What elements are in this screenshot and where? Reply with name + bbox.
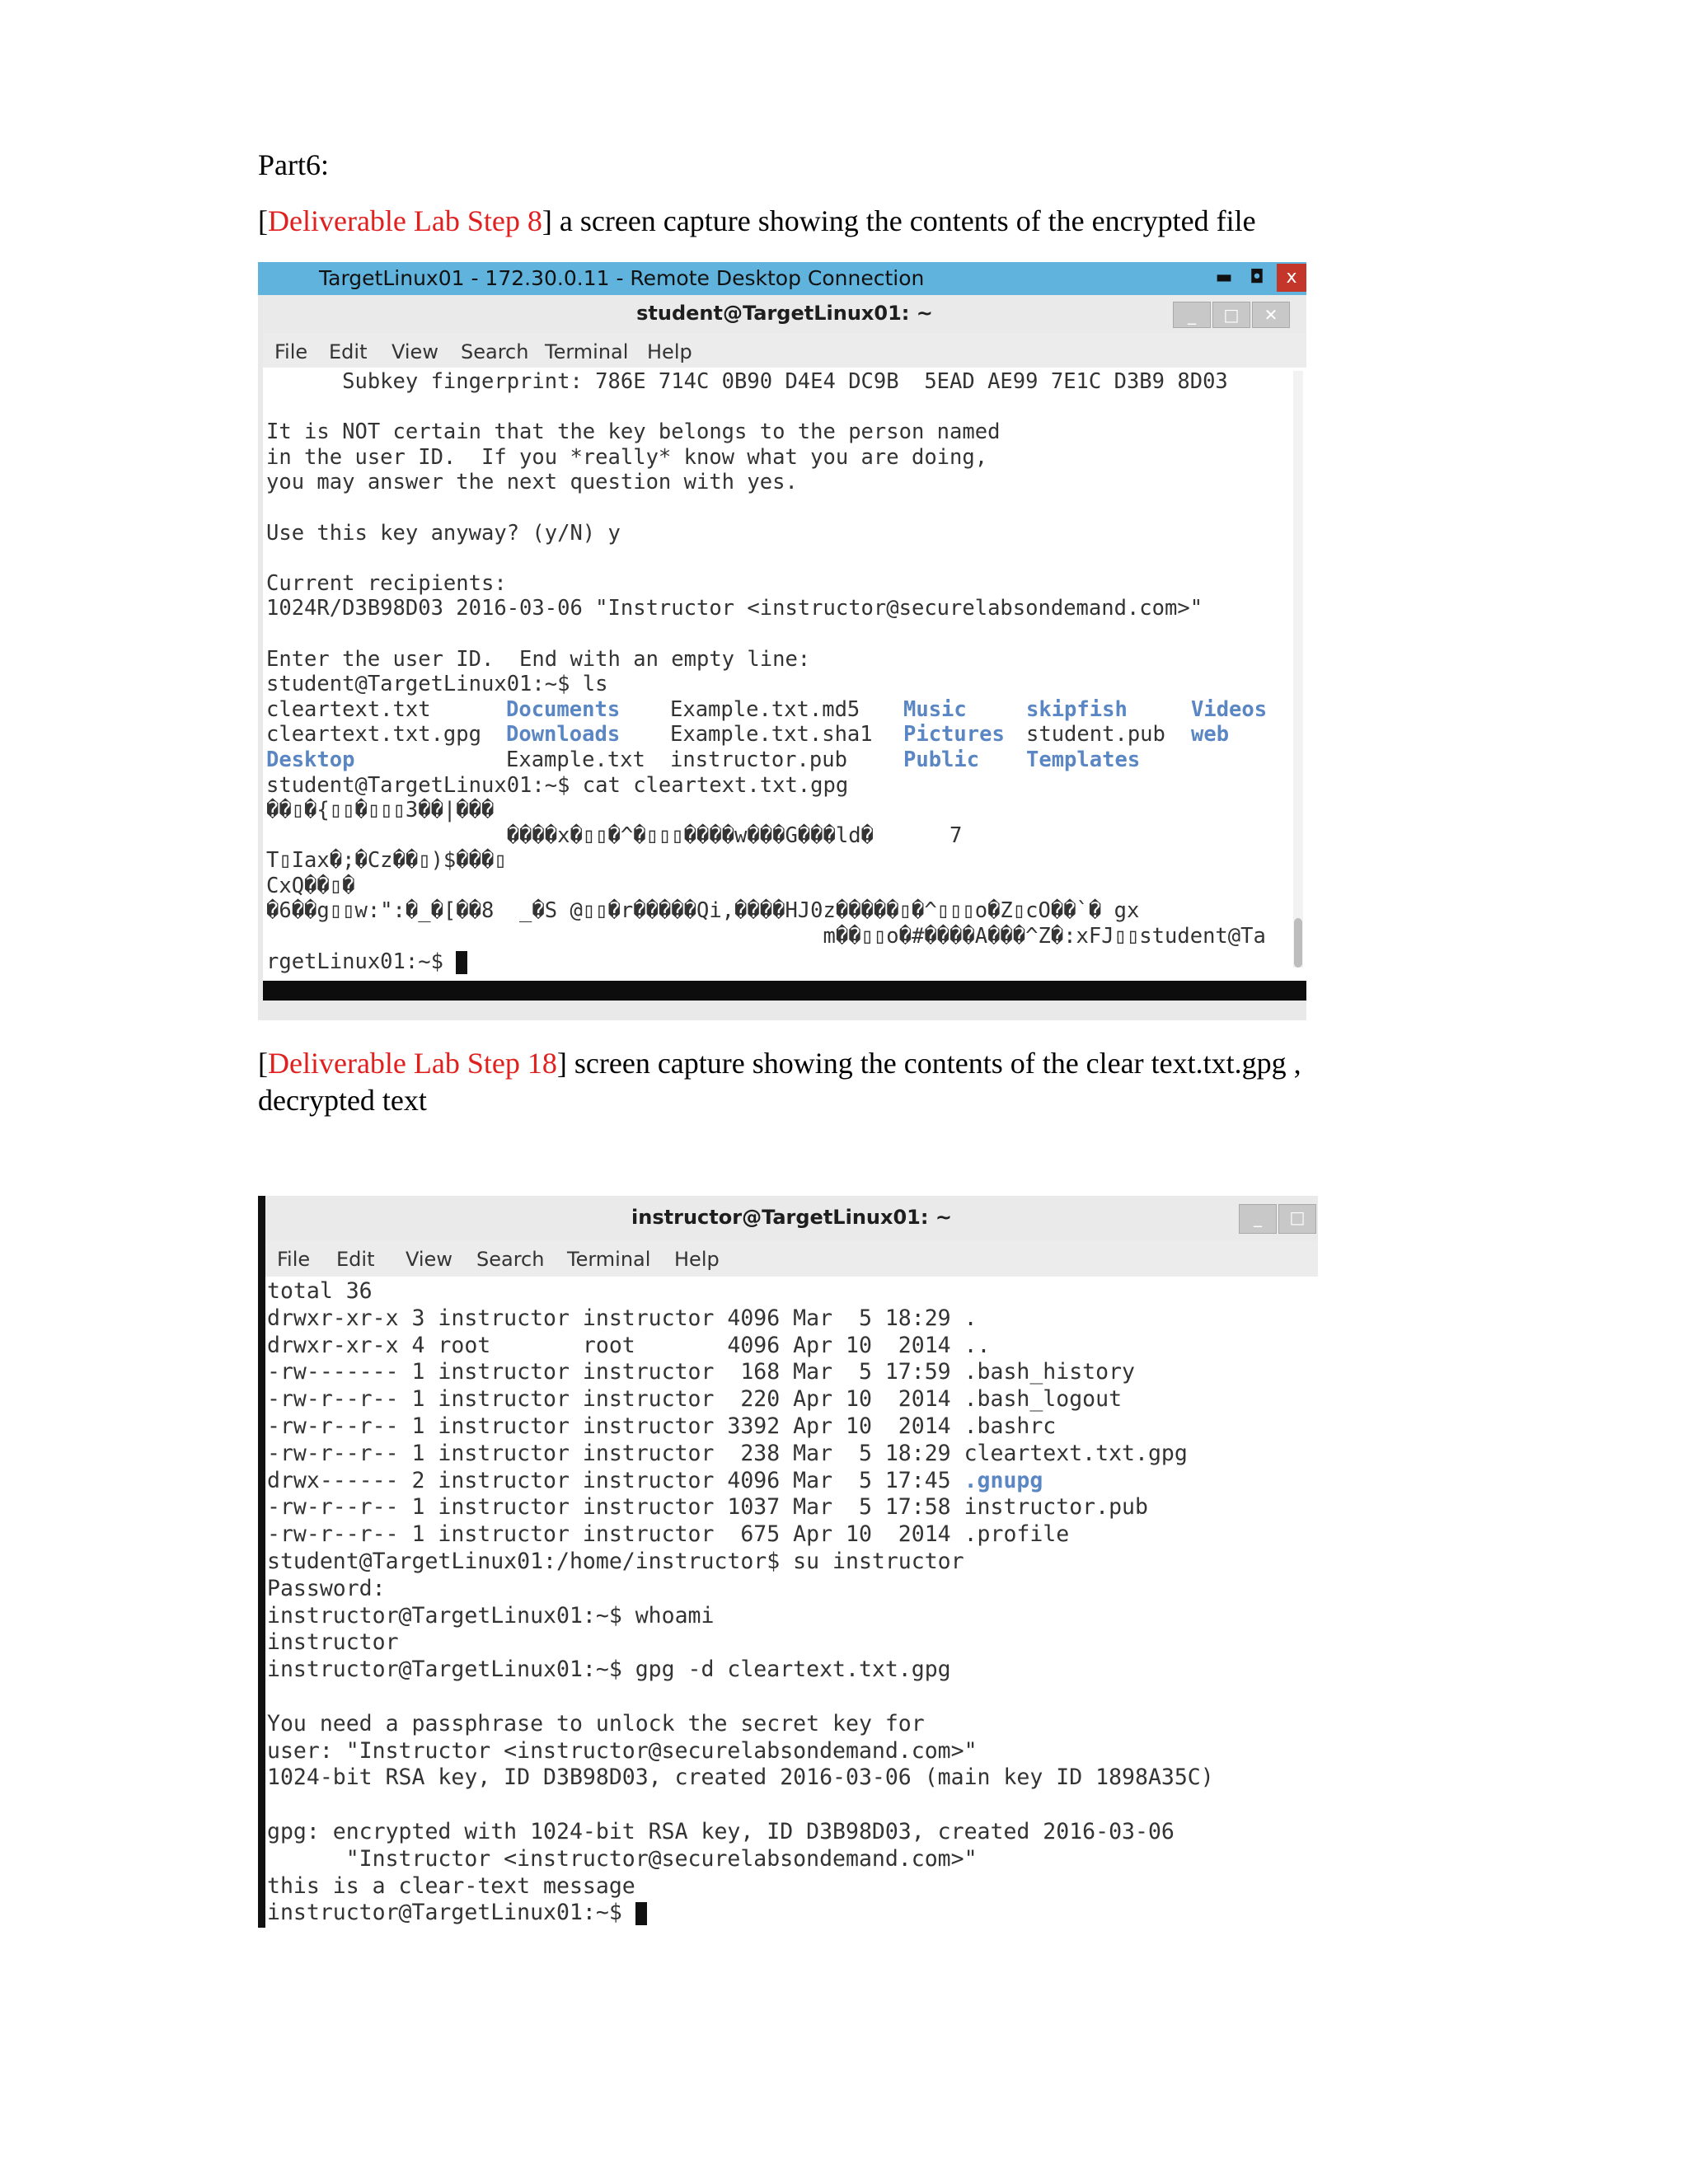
ls-entry: Example.txt: [506, 747, 645, 772]
terminal-line: [267, 1684, 1303, 1711]
binary-line: ����x�▯▯�^�▯▯▯����w���G���ld� 7: [266, 823, 963, 848]
menu-view[interactable]: View: [392, 340, 438, 363]
window-close-button[interactable]: ✕: [1252, 302, 1290, 328]
terminal-line: It is NOT certain that the key belongs to the person named: [266, 419, 1001, 445]
rdp-bottom-strip: [263, 981, 1306, 1001]
terminal-line: student@TargetLinux01:~$ ls: [266, 672, 608, 697]
step18-caption: [258, 1045, 1301, 1081]
terminal-line: user: "Instructor <instructor@securelabsondemand.com>": [267, 1737, 978, 1764]
terminal-line: Password:: [267, 1575, 386, 1601]
binary-line: m��▯▯o�#����A���^Z�:xFJ▯▯student@Ta: [266, 924, 1266, 949]
terminal-line: Use this key anyway? (y/N) y: [266, 520, 621, 546]
ls-entry-dir: Music: [903, 696, 967, 722]
step18-text: screen capture showing the contents of the clear text.txt.gpg ,: [566, 1047, 1301, 1080]
bracket-close: ]: [556, 1047, 567, 1080]
terminal-line: "Instructor <instructor@securelabsondemand.com>": [267, 1845, 978, 1872]
ls-entry-dir: skipfish: [1026, 696, 1128, 722]
terminal-line: [267, 1468, 1303, 1495]
step18-caption-line2: decrypted text: [258, 1084, 427, 1117]
menu-terminal[interactable]: Terminal: [545, 340, 629, 363]
restore-icon[interactable]: ◘: [1250, 267, 1264, 288]
terminal-line: [266, 546, 1292, 571]
terminal-line: gpg: encrypted with 1024-bit RSA key, ID D3B98D03, created 2016-03-06: [267, 1818, 1175, 1844]
bracket-close: ]: [542, 204, 552, 237]
step8-caption: [258, 203, 1256, 239]
terminal-cursor: [456, 951, 467, 974]
menu-file[interactable]: File: [274, 340, 308, 363]
screenshot-decrypted-text: [258, 1196, 1318, 1928]
terminal-line: -rw-r--r-- 1 instructor instructor 220 Apr 10 2014 .bash_logout: [267, 1386, 1123, 1413]
terminal-window: [265, 1196, 1318, 1928]
ls-row: [266, 722, 1292, 748]
binary-line: CxQ��▯�: [266, 873, 355, 898]
bracket-open: [: [258, 204, 268, 237]
window-minimize-button[interactable]: _: [1239, 1204, 1277, 1234]
ls-entry-dir: Templates: [1026, 747, 1141, 772]
terminal-window: [263, 295, 1306, 1001]
binary-line: T▯Iax�;�Cz��▯)$���▯: [266, 848, 507, 874]
screenshot-encrypted-file: [258, 262, 1306, 1020]
step18-label: Deliverable Lab Step 18: [268, 1047, 557, 1080]
terminal-line: you may answer the next question with yes.: [266, 470, 798, 495]
close-icon[interactable]: x: [1277, 264, 1306, 292]
binary-line: ��▯�{▯▯�▯▯▯3��|���: [266, 798, 495, 823]
terminal-line: You need a passphrase to unlock the secret key for: [267, 1710, 925, 1736]
terminal-line: drwxr-xr-x 3 instructor instructor 4096 Mar 5 18:29 .: [267, 1305, 978, 1331]
menu-search[interactable]: Search: [461, 340, 529, 363]
menu-help[interactable]: Help: [647, 340, 692, 363]
menu-edit[interactable]: Edit: [329, 340, 368, 363]
terminal-line: student@TargetLinux01:/home/instructor$ su instructor: [267, 1548, 964, 1574]
step8-text: a screen capture showing the contents of the encrypted file: [551, 204, 1256, 237]
part-heading: Part6:: [258, 148, 329, 181]
step8-label: Deliverable Lab Step 8: [268, 204, 542, 237]
window-maximize-button[interactable]: □: [1212, 302, 1250, 328]
ls-entry: cleartext.txt: [266, 696, 431, 722]
terminal-line: Current recipients:: [266, 570, 507, 596]
window-maximize-button[interactable]: □: [1278, 1204, 1316, 1234]
binary-line: �6��g▯▯w:":�_�[��8 _�S @▯▯�r�����Qi,����HJ0z�����▯�^▯▯▯o�Z▯cO��`� gx: [266, 898, 1140, 924]
terminal-line: [266, 621, 1292, 647]
window-minimize-button[interactable]: _: [1173, 302, 1211, 328]
terminal-line: -rw-r--r-- 1 instructor instructor 238 Mar 5 18:29 cleartext.txt.gpg: [267, 1440, 1188, 1466]
bracket-open: [: [258, 1047, 268, 1080]
ls-entry: cleartext.txt.gpg: [266, 722, 481, 748]
ls-row: [266, 697, 1292, 723]
window-titlebar: [263, 295, 1306, 334]
terminal-line: instructor: [267, 1629, 399, 1656]
scrollbar[interactable]: [1293, 371, 1303, 968]
terminal-line: total 36: [267, 1278, 373, 1304]
window-edge: [258, 1196, 265, 1928]
terminal-line: student@TargetLinux01:~$ cat cleartext.txt.gpg: [266, 772, 849, 798]
terminal-output[interactable]: [266, 369, 1292, 974]
rdp-title: TargetLinux01 - 172.30.0.11 - Remote Desktop Connection: [319, 266, 925, 290]
terminal-line: -rw------- 1 instructor instructor 168 Mar 5 17:59 .bash_history: [267, 1359, 1135, 1385]
terminal-line: 1024R/D3B98D03 2016-03-06 "Instructor <instructor@securelabsondemand.com>": [266, 596, 1203, 621]
terminal-line: Enter the user ID. End with an empty line:: [266, 646, 811, 672]
terminal-output[interactable]: [267, 1278, 1303, 1927]
ls-entry-dir: .gnupg: [964, 1467, 1043, 1493]
terminal-line: drwxr-xr-x 4 root root 4096 Apr 10 2014 ..: [267, 1332, 991, 1358]
ls-entry-dir: Documents: [506, 696, 621, 722]
prompt-line: [266, 949, 1292, 975]
terminal-line: instructor@TargetLinux01:~$ whoami: [267, 1602, 715, 1629]
ls-entry: Example.txt.sha1: [670, 722, 873, 748]
ls-entry-dir: Videos: [1191, 696, 1268, 722]
terminal-line: -rw-r--r-- 1 instructor instructor 1037 Mar 5 17:58 instructor.pub: [267, 1494, 1148, 1521]
terminal-line: -rw-r--r-- 1 instructor instructor 3392 Apr 10 2014 .bashrc: [267, 1413, 1057, 1439]
window-titlebar: [265, 1196, 1318, 1241]
terminal-cursor: [635, 1902, 647, 1925]
terminal-line: Subkey fingerprint: 786E 714C 0B90 D4E4 DC9B 5EAD AE99 7E1C D3B9 8D03: [266, 369, 1228, 394]
ls-row: [266, 748, 1292, 773]
ls-entry-dir: Desktop: [266, 747, 355, 772]
terminal-line: -rw-r--r-- 1 instructor instructor 675 Apr 10 2014 .profile: [267, 1521, 1070, 1548]
ls-entry-dir: Public: [903, 747, 980, 772]
ls-entry: student.pub: [1026, 722, 1165, 748]
scrollbar-thumb[interactable]: [1294, 918, 1302, 968]
rdp-titlebar: [258, 262, 1306, 295]
window-title: student@TargetLinux01: ~: [636, 302, 933, 325]
prompt: instructor@TargetLinux01:~$: [267, 1900, 635, 1926]
ls-entry: Example.txt.md5: [670, 696, 860, 722]
menu-terminal[interactable]: Terminal: [567, 1248, 651, 1271]
menu-help[interactable]: Help: [674, 1248, 720, 1271]
terminal-line: [266, 495, 1292, 521]
terminal-line: instructor@TargetLinux01:~$ gpg -d cleartext.txt.gpg: [267, 1657, 951, 1683]
ls-entry: instructor.pub: [670, 747, 847, 772]
window-title: instructor@TargetLinux01: ~: [631, 1206, 952, 1229]
menu-edit[interactable]: Edit: [336, 1248, 375, 1271]
terminal-line: [266, 395, 1292, 420]
menu-bar: [265, 1240, 1318, 1277]
minimize-icon[interactable]: ▬: [1215, 267, 1233, 288]
prompt-line: [267, 1900, 1303, 1927]
prompt: rgetLinux01:~$: [266, 949, 457, 974]
ls-prefix: drwx------ 2 instructor instructor 4096 Mar 5 17:45: [267, 1467, 964, 1493]
menu-view[interactable]: View: [406, 1248, 452, 1271]
terminal-line: 1024-bit RSA key, ID D3B98D03, created 2016-03-06 (main key ID 1898A35C): [267, 1765, 1214, 1791]
terminal-line: [267, 1792, 1303, 1819]
terminal-line: in the user ID. If you *really* know what you are doing,: [266, 444, 988, 470]
menu-bar: [263, 333, 1306, 368]
decrypted-message: this is a clear-text message: [267, 1872, 635, 1899]
ls-entry-dir: Downloads: [506, 722, 621, 748]
ls-entry-dir: web: [1191, 722, 1230, 748]
ls-entry-dir: Pictures: [903, 722, 1005, 748]
menu-search[interactable]: Search: [476, 1248, 545, 1271]
menu-file[interactable]: File: [277, 1248, 311, 1271]
